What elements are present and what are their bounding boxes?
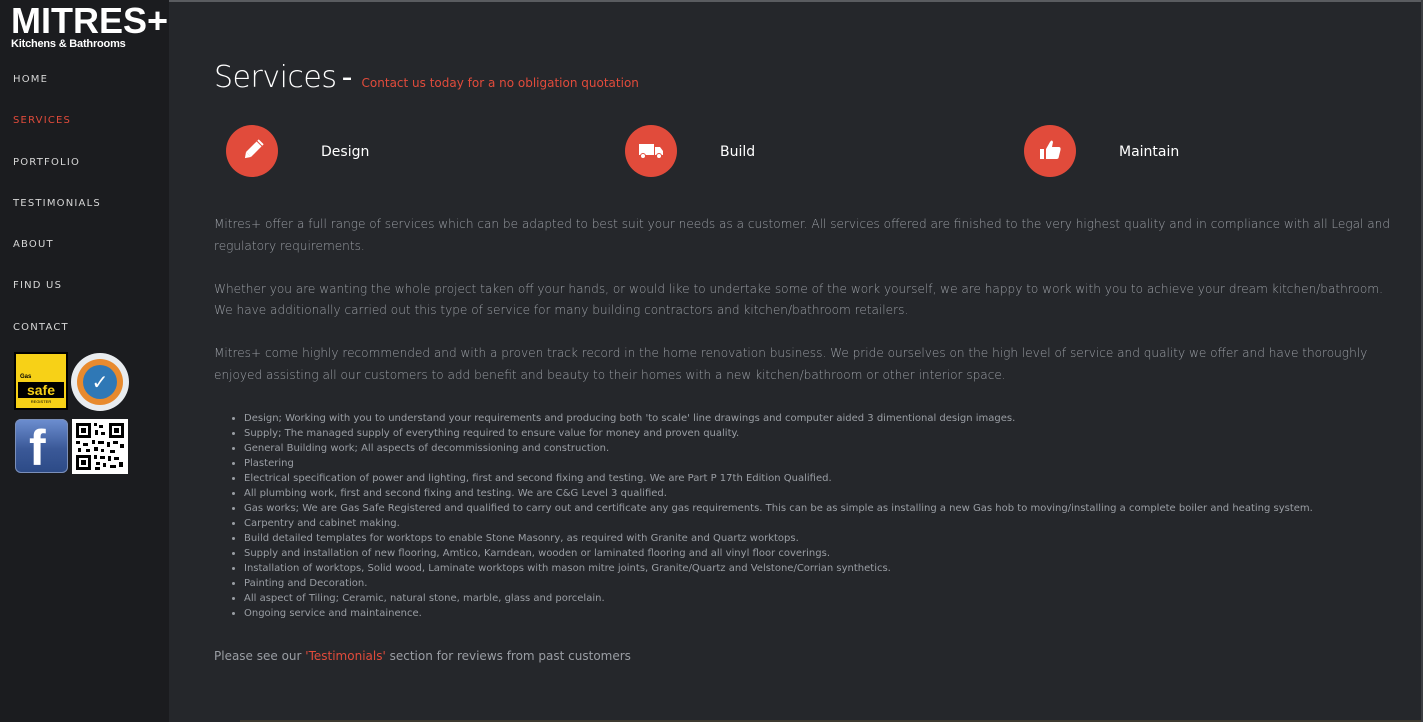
list-item: • Gas works; We are Gas Safe Registered and qualified to carry out and certificate any gas requirements. This can be as simple as installing a new Gas hob to moving/installing a complete boiler and heating system. [244, 501, 1394, 516]
facebook-icon[interactable] [15, 419, 68, 476]
list-item: • Plastering [244, 456, 1394, 471]
main-content [214, 58, 1394, 663]
service-label-build: Build [720, 144, 756, 160]
testimonials-link[interactable]: 'Testimonials' [305, 649, 386, 663]
pencil-icon [226, 125, 278, 177]
qr-code-icon[interactable] [72, 419, 128, 474]
logo-subtitle: Kitchens & Bathrooms [11, 38, 126, 50]
nav-item-testimonials[interactable]: TESTIMONIALS [13, 197, 101, 209]
services-list [214, 411, 1394, 621]
gas-safe-label: safe [18, 382, 64, 398]
list-item: • Painting and Decoration. [244, 576, 1394, 591]
contact-quote-link[interactable]: Contact us today for a no obligation quotation [361, 76, 639, 90]
list-item: • Carpentry and cabinet making. [244, 516, 1394, 531]
list-item: • Design; Working with you to understand your requirements and producing both 'to scale' line drawings and computer aided 3 dimentional design images. [244, 411, 1394, 426]
gas-safe-small-label: Gas [20, 374, 32, 380]
services-row [226, 125, 1406, 179]
nav-item-contact[interactable]: CONTACT [13, 321, 69, 333]
gas-safe-badge[interactable] [14, 352, 68, 410]
truck-icon [625, 125, 677, 177]
nav-item-find-us[interactable]: FIND US [13, 280, 63, 292]
nav-item-services[interactable]: SERVICES [13, 115, 72, 127]
top-border [0, 0, 1423, 2]
nav-item-about[interactable]: ABOUT [13, 239, 54, 251]
nav-item-home[interactable]: HOME [13, 74, 49, 85]
list-item: • All aspect of Tiling; Ceramic, natural stone, marble, glass and porcelain. [244, 591, 1394, 606]
service-label-design: Design [321, 144, 370, 160]
sidebar [0, 0, 169, 722]
page-title-row [214, 58, 1394, 98]
testimonials-note [214, 647, 1394, 665]
list-item: • Installation of worktops, Solid wood, Laminate worktops with mason mitre joints, Granite/Quartz and Velstone/Corrian synthetics. [244, 561, 1394, 576]
main-nav [13, 72, 101, 361]
facebook-glyph: f [29, 420, 46, 476]
trader-checked-badge[interactable] [71, 353, 129, 411]
list-item: • Supply; The managed supply of everything required to ensure value for money and proven quality. [244, 426, 1394, 441]
project-paragraph: Whether you are wanting the whole project taken off your hands, or would like to undertake some of the work yourself, we are happy to work with you to achieve your dream kitchen/bathroom. We have additionally carried out this type of service for many building contractors and kitchen/bathroom retailers. [214, 281, 1383, 317]
list-item: • Supply and installation of new flooring, Amtico, Karndean, wooden or laminated flooring and all vinyl floor coverings. [244, 546, 1394, 561]
list-item: • Electrical specification of power and lighting, first and second fixing and testing. We are Part P 17th Edition Qualified. [244, 471, 1394, 486]
qr-code-graphic [72, 419, 128, 474]
page-title: Services [214, 60, 337, 95]
site-logo[interactable] [11, 0, 169, 50]
intro-paragraph: Mitres+ offer a full range of services which can be adapted to best suit your needs as a customer. All services offered are finished to the very highest quality and in compliance with all Legal and regulatory requirements. [214, 217, 1390, 253]
list-item: • Ongoing service and maintainence. [244, 606, 1394, 621]
services-description [214, 214, 1394, 665]
testimonials-note-suffix: section for reviews from past customers [385, 649, 631, 663]
service-label-maintain: Maintain [1119, 144, 1180, 160]
logo-title: MITRES+ [11, 0, 169, 41]
list-item: • All plumbing work, first and second fixing and testing. We are C&G Level 3 qualified. [244, 486, 1394, 501]
testimonials-note-prefix: Please see our [214, 649, 306, 663]
nav-item-portfolio[interactable]: PORTFOLIO [13, 156, 81, 168]
gas-safe-register-label: REGISTER [30, 399, 52, 404]
checkmark-icon: ✓ [83, 365, 117, 399]
list-item: • Build detailed templates for worktops to enable Stone Masonry, as required with Granite and Quartz worktops. [244, 531, 1394, 546]
recommendation-paragraph: Mitres+ come highly recommended and with a proven track record in the home renovation business. We pride ourselves on the high level of service and quality we offer and have thoroughly enjoyed assisting all our customers to add benefit and beauty to their homes with a new kitchen/bathroom or other interior space. [214, 346, 1368, 382]
thumbs-up-icon [1024, 125, 1076, 177]
title-separator: - [341, 60, 353, 95]
list-item: • General Building work; All aspects of decommissioning and construction. [244, 441, 1394, 456]
